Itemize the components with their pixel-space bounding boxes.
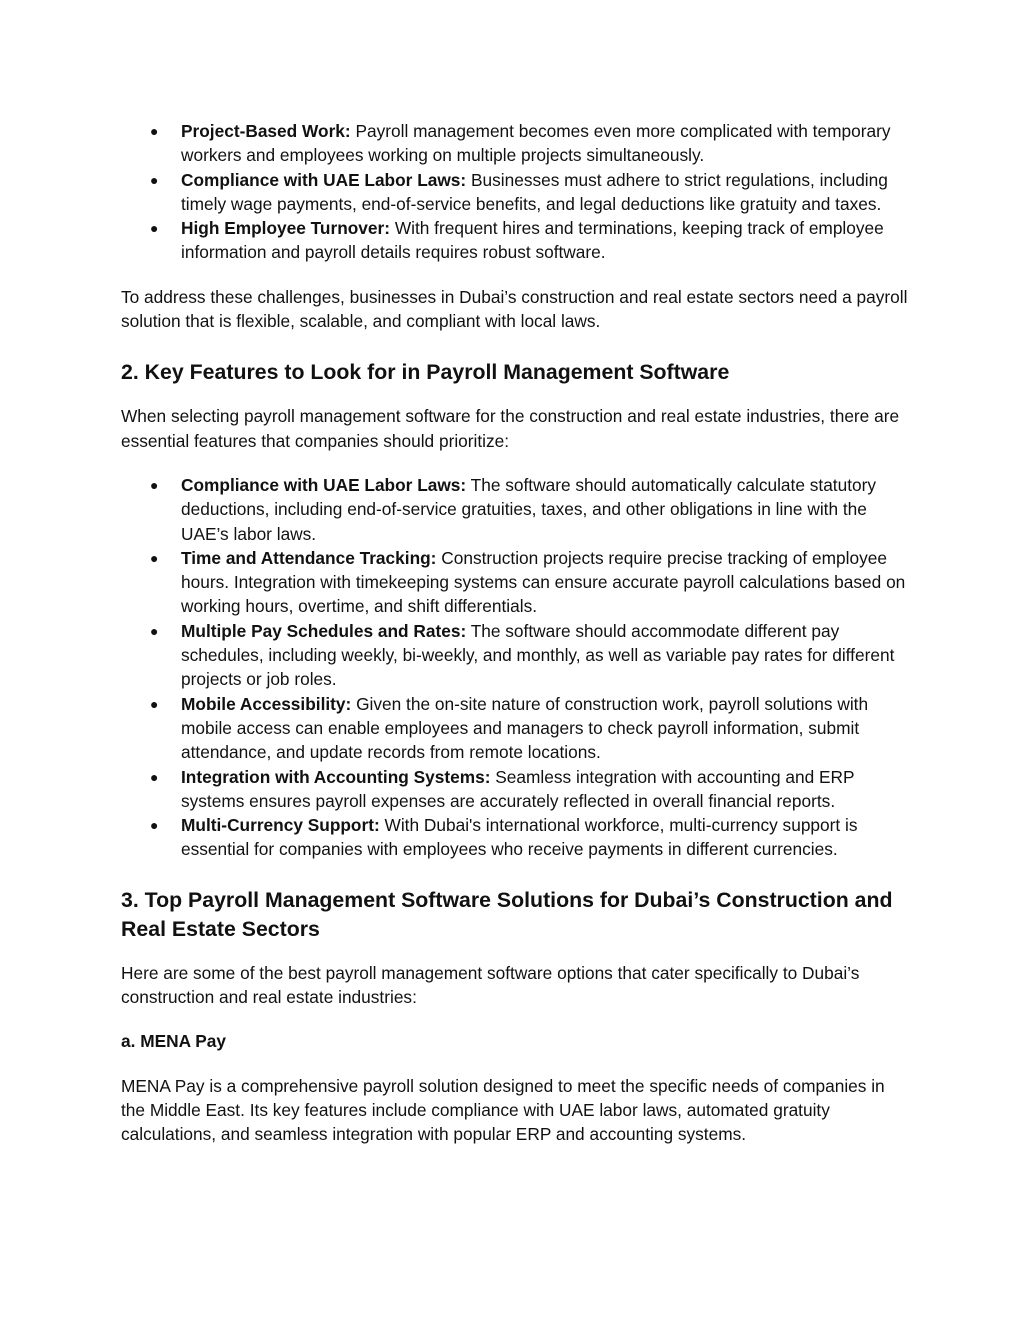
- bullet-text: Businesses must adhere to strict regulations, including timely wage payments, end-of-service benefits, and legal deductions like gratuity and taxes.: [181, 169, 888, 214]
- bullet-text: Payroll management becomes even more complicated with temporary workers and employees working on multiple projects simultaneously.: [181, 121, 891, 166]
- bullet-icon: ●: [150, 123, 159, 139]
- list-item: [150, 619, 911, 692]
- bullet-icon: ●: [150, 768, 159, 785]
- bullet-icon: ●: [150, 695, 159, 712]
- intro-paragraph: When selecting payroll management software for the construction and real estate industries, there are essential features that companies should prioritize:: [121, 406, 900, 451]
- bullet-term: Mobile Accessibility:: [181, 693, 352, 714]
- bullet-text: Given the on-site nature of construction work, payroll solutions with mobile access can enable employees and managers to check payroll information, submit attendance, and update records from remote locations.: [181, 693, 869, 763]
- bullet-term: Compliance with UAE Labor Laws:: [181, 474, 467, 495]
- list-item: [150, 765, 911, 814]
- bullet-text: The software should accommodate different pay schedules, including weekly, bi-weekly, and monthly, as well as variable pay rates for different projects or job roles.: [181, 620, 895, 690]
- bullet-icon: ●: [150, 549, 159, 566]
- document-page: [121, 119, 911, 1147]
- list-item: [150, 692, 911, 765]
- bullet-text: With frequent hires and terminations, keeping track of employee information and payroll details requires robust software.: [181, 218, 884, 263]
- intro-paragraph: Here are some of the best payroll management software options that cater specifically to Dubai’s construction and real estate industries:: [121, 962, 860, 1008]
- bullet-text: With Dubai's international workforce, multi-currency support is essential for companies with employees who receive payments in different currencies.: [181, 815, 858, 860]
- list-item: [150, 119, 911, 168]
- closing-paragraph: To address these challenges, businesses in Dubai’s construction and real estate sectors need a payroll solution that is flexible, scalable, and compliant with local laws.: [121, 286, 908, 332]
- subsection-heading: a. MENA Pay: [121, 1031, 227, 1052]
- bullet-term: Compliance with UAE Labor Laws:: [181, 169, 467, 190]
- list-item: [150, 168, 911, 217]
- bullet-icon: ●: [150, 622, 159, 639]
- features-list: [121, 473, 911, 862]
- bullet-term: Multi-Currency Support:: [181, 815, 380, 836]
- bullet-term: High Employee Turnover:: [181, 218, 391, 239]
- challenges-list: [121, 119, 911, 265]
- bullet-icon: ●: [150, 171, 159, 188]
- list-item: [150, 546, 911, 619]
- bullet-term: Multiple Pay Schedules and Rates:: [181, 620, 467, 641]
- bullet-term: Time and Attendance Tracking:: [181, 547, 437, 568]
- list-item: [150, 216, 911, 265]
- bullet-icon: ●: [150, 817, 159, 834]
- bullet-text: Seamless integration with accounting and ERP systems ensures payroll expenses are accurately reflected in overall financial reports.: [181, 766, 855, 811]
- list-item: [150, 813, 911, 862]
- bullet-text: The software should automatically calculate statutory deductions, including end-of-service gratuities, taxes, and other obligations in line with the UAE’s labor laws.: [181, 474, 877, 544]
- section-heading: 2. Key Features to Look for in Payroll Management Software: [121, 360, 730, 385]
- bullet-icon: ●: [150, 220, 159, 237]
- bullet-icon: ●: [150, 476, 159, 493]
- body-paragraph: MENA Pay is a comprehensive payroll solution designed to meet the specific needs of companies in the Middle East. Its key features include compliance with UAE labor laws, automated gratuity calculations, and seamless integration with popular ERP and accounting systems.: [121, 1075, 885, 1145]
- bullet-term: Project-Based Work:: [181, 121, 351, 141]
- list-item: [150, 473, 911, 546]
- section-heading: 3. Top Payroll Management Software Solutions for Dubai’s Construction and Real Estate Sectors: [121, 887, 893, 941]
- bullet-term: Integration with Accounting Systems:: [181, 766, 491, 787]
- bullet-text: Construction projects require precise tracking of employee hours. Integration with timekeeping systems can ensure accurate payroll calculations based on working hours, overtime, and shift differentials.: [181, 547, 906, 617]
